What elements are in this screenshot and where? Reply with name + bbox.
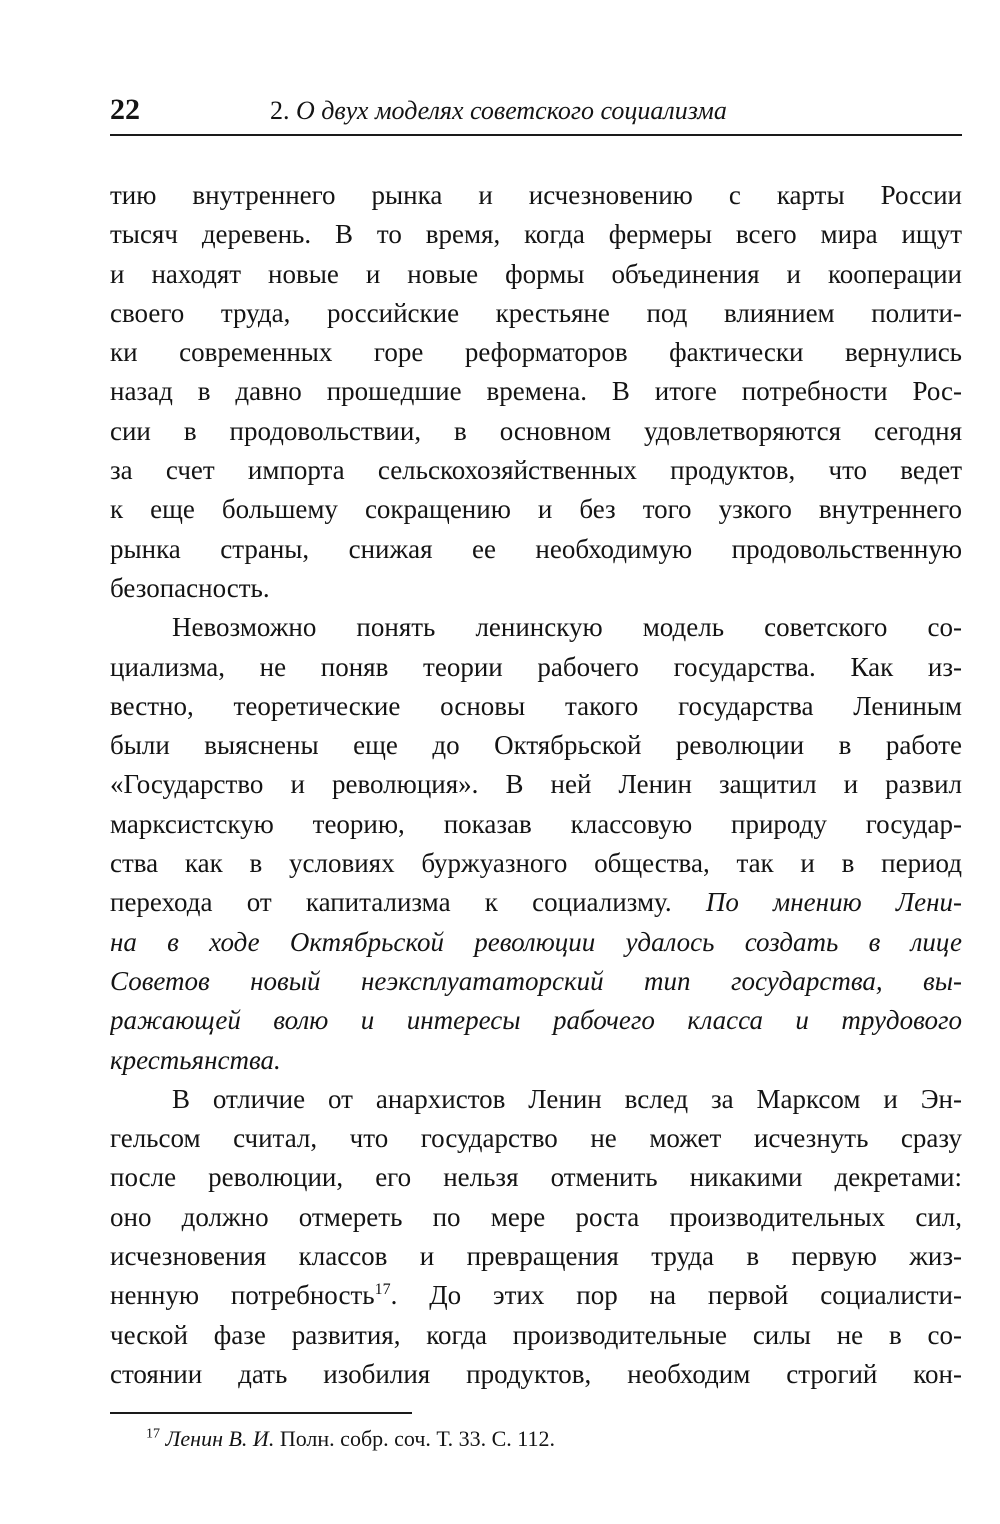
text-line-with-footnote <box>110 1276 962 1315</box>
chapter-title-text: О двух моделях советского социализма <box>296 96 727 125</box>
text-line: гельсом считал, что государство не может исчезнуть сразу <box>110 1123 962 1154</box>
text-italic: По мнению Лени- <box>705 887 962 918</box>
text-normal: перехода от капитализма к социализму. <box>110 887 706 918</box>
text-line: ки современных горе реформаторов фактически вернулись <box>110 337 962 368</box>
italic-text-line: крестьянства. <box>110 1044 281 1075</box>
text-line: В отличие от анархистов Ленин вслед за Марксом и Эн- <box>172 1083 962 1114</box>
text-line: стоянии дать изобилия продуктов, необходим строгий кон- <box>110 1358 962 1389</box>
text-line: ческой фазе развития, когда производительные силы не в со- <box>110 1319 962 1350</box>
text-line: оно должно отмереть по мере роста производительных сил, <box>110 1201 962 1232</box>
italic-text-line: Советов новый неэксплуататорский тип государства, вы- <box>110 965 962 996</box>
text-line: к еще большему сокращению и без того узкого внутреннего <box>110 494 962 525</box>
text-line: сии в продовольствии, в основном удовлетворяются сегодня <box>110 415 962 446</box>
text-line: безопасность. <box>110 572 270 603</box>
running-header <box>110 92 962 136</box>
text-line: ства как в условиях буржуазного общества, так и в период <box>110 848 962 879</box>
text-line: тию внутреннего рынка и исчезновению с карты России <box>110 180 962 210</box>
book-page <box>110 0 962 1524</box>
footnote-text: Полн. собр. соч. Т. 33. С. 112. <box>279 1426 555 1451</box>
text-line: исчезновения классов и превращения труда в первую жиз- <box>110 1241 962 1272</box>
italic-text-line: ражающей волю и интересы рабочего класса и трудового <box>110 1005 962 1036</box>
paragraph-1 <box>110 176 962 608</box>
footnote <box>146 1424 555 1454</box>
page-number: 22 <box>110 93 140 126</box>
italic-text-line: на в ходе Октябрьской революции удалось создать в лице <box>110 926 962 957</box>
chapter-title <box>270 94 727 128</box>
text-line: «Государство и революция». В ней Ленин защитил и развил <box>110 769 962 800</box>
footnote-author: Ленин В. И. <box>165 1426 275 1451</box>
footnote-reference[interactable]: 17 <box>374 1281 391 1299</box>
text-line: циализма, не поняв теории рабочего государства. Как из- <box>110 651 962 682</box>
footnote-mark: 17 <box>146 1426 160 1442</box>
text-line: марксистскую теорию, показав классовую природу государ- <box>110 808 962 839</box>
text-line: своего труда, российские крестьяне под влиянием полити- <box>110 297 962 328</box>
text-line: вестно, теоретические основы такого государства Лениным <box>110 690 962 721</box>
paragraph-3 <box>110 1080 962 1394</box>
text-line: тысяч деревень. В то время, когда фермеры всего мира ищут <box>110 219 962 250</box>
footnote-divider <box>110 1412 412 1414</box>
text-line: назад в давно прошедшие времена. В итоге потребности Рос- <box>110 376 962 407</box>
text-before-note: ненную потребность <box>110 1280 375 1311</box>
text-line: и находят новые и новые формы объединения и кооперации <box>110 258 962 289</box>
text-line: после революции, его нельзя отменить никакими декретами: <box>110 1162 962 1193</box>
text-line: за счет импорта сельскохозяйственных продуктов, что ведет <box>110 455 962 486</box>
chapter-number: 2. <box>270 96 290 125</box>
text-line: были выяснены еще до Октябрьской революции в работе <box>110 730 962 761</box>
body-text <box>110 176 962 1394</box>
mixed-text-line <box>110 883 962 922</box>
text-line: рынка страны, снижая ее необходимую продовольственную <box>110 533 962 564</box>
text-line: Невозможно понять ленинскую модель советского со- <box>172 612 962 643</box>
text-after-note: . До этих пор на первой социалисти- <box>390 1280 962 1311</box>
paragraph-2 <box>110 608 962 1080</box>
